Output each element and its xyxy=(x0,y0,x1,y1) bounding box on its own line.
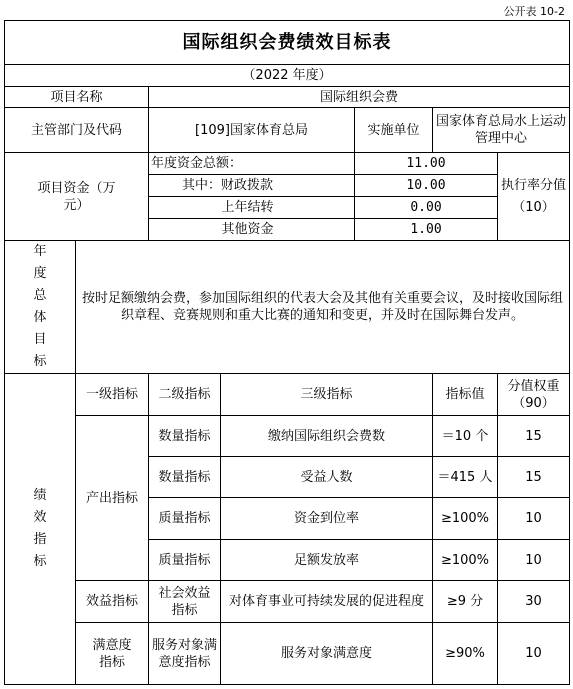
exec-rate-label: 执行率分值（10） xyxy=(498,153,570,241)
indicators-label: 绩效指标 xyxy=(5,374,76,685)
unit-label: 实施单位 xyxy=(355,108,433,153)
table-row-weight: 15 xyxy=(498,457,570,498)
table-row-weight: 10 xyxy=(498,623,570,685)
table-row-level2: 质量指标 xyxy=(149,540,221,581)
funds-label: 项目资金（万元） xyxy=(5,153,149,241)
header-level2: 二级指标 xyxy=(149,374,221,416)
goal-label: 年度总体目标 xyxy=(5,241,76,374)
header-level1: 一级指标 xyxy=(76,374,149,416)
table-row-weight: 30 xyxy=(498,581,570,623)
header-value: 指标值 xyxy=(433,374,498,416)
funds-carryover-value: 0.00 xyxy=(355,197,498,219)
table-row-weight: 10 xyxy=(498,498,570,540)
table-row-level2: 数量指标 xyxy=(149,416,221,457)
output-indicator-label: 产出指标 xyxy=(76,416,149,581)
goal-text: 按时足额缴纳会费，参加国际组织的代表大会及其他有关重要会议，及时接收国际组织章程、竞赛规则和重大比赛的通知和变更，并及时在国际舞台发声。 xyxy=(76,241,570,374)
project-name-value: 国际组织会费 xyxy=(149,87,570,108)
document-code: 公开表 10-2 xyxy=(503,5,565,18)
project-name-label: 项目名称 xyxy=(5,87,149,108)
table-row-level2: 社会效益指标 xyxy=(149,581,221,623)
funds-carryover-label: 上年结转 xyxy=(149,197,355,219)
table-row-level3: 足额发放率 xyxy=(221,540,433,581)
header-level3: 三级指标 xyxy=(221,374,433,416)
table-row-value: ≥9 分 xyxy=(433,581,498,623)
funds-other-value: 1.00 xyxy=(355,219,498,241)
table-row-level3: 对体育事业可持续发展的促进程度 xyxy=(221,581,433,623)
table-row-level2: 质量指标 xyxy=(149,498,221,540)
table-row-level2: 服务对象满意度指标 xyxy=(149,623,221,685)
table-row-value: ≥100% xyxy=(433,540,498,581)
table-row-value: ≥100% xyxy=(433,498,498,540)
table-year: （2022 年度） xyxy=(5,65,570,87)
performance-goal-table xyxy=(4,20,570,685)
table-title: 国际组织会费绩效目标表 xyxy=(5,21,570,65)
unit-value: 国家体育总局水上运动管理中心 xyxy=(433,108,570,153)
header-weight: 分值权重（90） xyxy=(498,374,570,416)
table-row-weight: 15 xyxy=(498,416,570,457)
table-row-level3: 资金到位率 xyxy=(221,498,433,540)
satisfaction-indicator-label: 满意度指标 xyxy=(76,623,149,685)
benefit-indicator-label: 效益指标 xyxy=(76,581,149,623)
table-row-level3: 受益人数 xyxy=(221,457,433,498)
table-row-value: ≥90% xyxy=(433,623,498,685)
funds-other-label: 其他资金 xyxy=(149,219,355,241)
table-row-level2: 数量指标 xyxy=(149,457,221,498)
table-row-value: ＝415 人 xyxy=(433,457,498,498)
dept-value: [109]国家体育总局 xyxy=(149,108,355,153)
table-row-value: ＝10 个 xyxy=(433,416,498,457)
funds-fiscal-label: 其中：财政拨款 xyxy=(149,175,355,197)
table-row-level3: 服务对象满意度 xyxy=(221,623,433,685)
funds-fiscal-value: 10.00 xyxy=(355,175,498,197)
funds-total-label: 年度资金总额： xyxy=(149,153,355,175)
table-row-level3: 缴纳国际组织会费数 xyxy=(221,416,433,457)
table-row-weight: 10 xyxy=(498,540,570,581)
funds-total-value: 11.00 xyxy=(355,153,498,175)
dept-label: 主管部门及代码 xyxy=(5,108,149,153)
